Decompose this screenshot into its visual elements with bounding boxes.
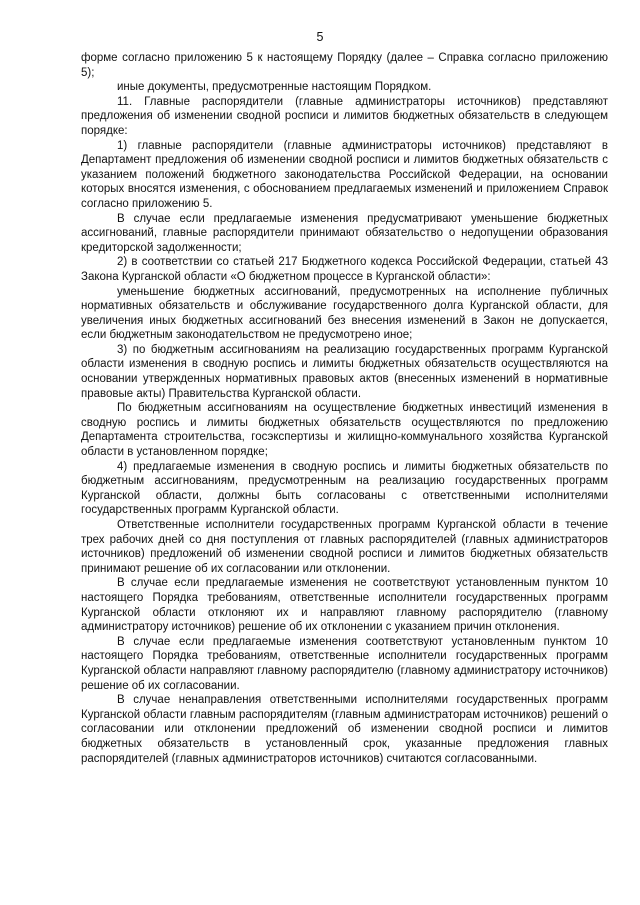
paragraph: В случае если предлагаемые изменения не соответствуют установленным пунктом 10 настоящего Порядка требованиям, ответственные исполнители государственных программ Курганской области отклоняют их и направляют главному распорядителю (главному администратору источников) решение об их отклонении с указанием причин отклонения.: [81, 577, 608, 634]
paragraph-continuation: форме согласно приложению 5 к настоящему Порядку (далее – Справка согласно приложению 5);: [81, 52, 608, 79]
paragraph: В случае ненаправления ответственными исполнителями государственных программ Курганской области главным распорядителям (главным администраторам источников) решений о согласовании или отклонении предложений об изменении сводной росписи и лимитов бюджетных обязательств в установленный срок, указанные предложения главных распорядителей (главных администраторов источников) считаются согласованными.: [81, 694, 608, 765]
document-body: [81, 51, 608, 766]
paragraph-item-4: 4) предлагаемые изменения в сводную роспись и лимиты бюджетных обязательств по бюджетным ассигнованиям, предусмотренным на реализацию государственных программ Курганской области, должны быть согласованы с ответственными исполнителями государственных программ Курганской области.: [81, 460, 608, 517]
paragraph: В случае если предлагаемые изменения соответствуют установленным пунктом 10 настоящего Порядка требованиям, ответственные исполнители государственных программ Курганской области направляют главному распорядителю (главному администратору источников) решение об их согласовании.: [81, 635, 608, 692]
page-number: 5: [316, 30, 324, 44]
paragraph: По бюджетным ассигнованиям на осуществление бюджетных инвестиций изменения в сводную роспись и лимиты бюджетных обязательств осуществляются по предложению Департамента строительства, госэкспертизы и жилищно-коммунального хозяйства Курганской области в установленном порядке;: [81, 402, 608, 459]
paragraph: уменьшение бюджетных ассигнований, предусмотренных на исполнение публичных нормативных обязательств и обслуживание государственного долга Курганской области, для увеличения иных бюджетных ассигнований без внесения изменений в Закон не допускается, если бюджетным законодательством не предусмотрено иное;: [81, 285, 608, 342]
paragraph: Ответственные исполнители государственных программ Курганской области в течение трех рабочих дней со дня поступления от главных распорядителей (главных администраторов источников) предложений об изменении сводной росписи и лимитов бюджетных обязательств принимают решение об их согласовании или отклонении.: [81, 519, 608, 575]
paragraph-item-2: 2) в соответствии со статьей 217 Бюджетного кодекса Российской Федерации, статьей 43 Закона Курганской области «О бюджетном процессе в Курганской области»:: [81, 256, 608, 283]
paragraph-item-3: 3) по бюджетным ассигнованиям на реализацию государственных программ Курганской области изменения в сводную роспись и лимиты бюджетных обязательств осуществляются на основании утвержденных нормативных правовых актов (внесенных изменений в нормативные правовые акты) Правительства Курганской области.: [81, 343, 608, 400]
paragraph-item-1: 1) главные распорядители (главные администраторы источников) представляют в Департамент предложения об изменении сводной росписи и лимитов бюджетных обязательств с указанием положений бюджетного законодательства Российской Федерации, на основании которых вносятся изменения, с обоснованием предлагаемых изменений и приложением Справок согласно приложению 5.: [81, 139, 608, 210]
paragraph-clause-11: 11. Главные распорядители (главные администраторы источников) представляют предложения об изменении сводной росписи и лимитов бюджетных обязательств в следующем порядке:: [81, 95, 608, 137]
paragraph: В случае если предлагаемые изменения предусматривают уменьшение бюджетных ассигнований, главные распорядители принимают обязательство о недопущении образования кредиторской задолженности;: [81, 212, 608, 254]
paragraph: иные документы, предусмотренные настоящим Порядком.: [117, 81, 432, 94]
